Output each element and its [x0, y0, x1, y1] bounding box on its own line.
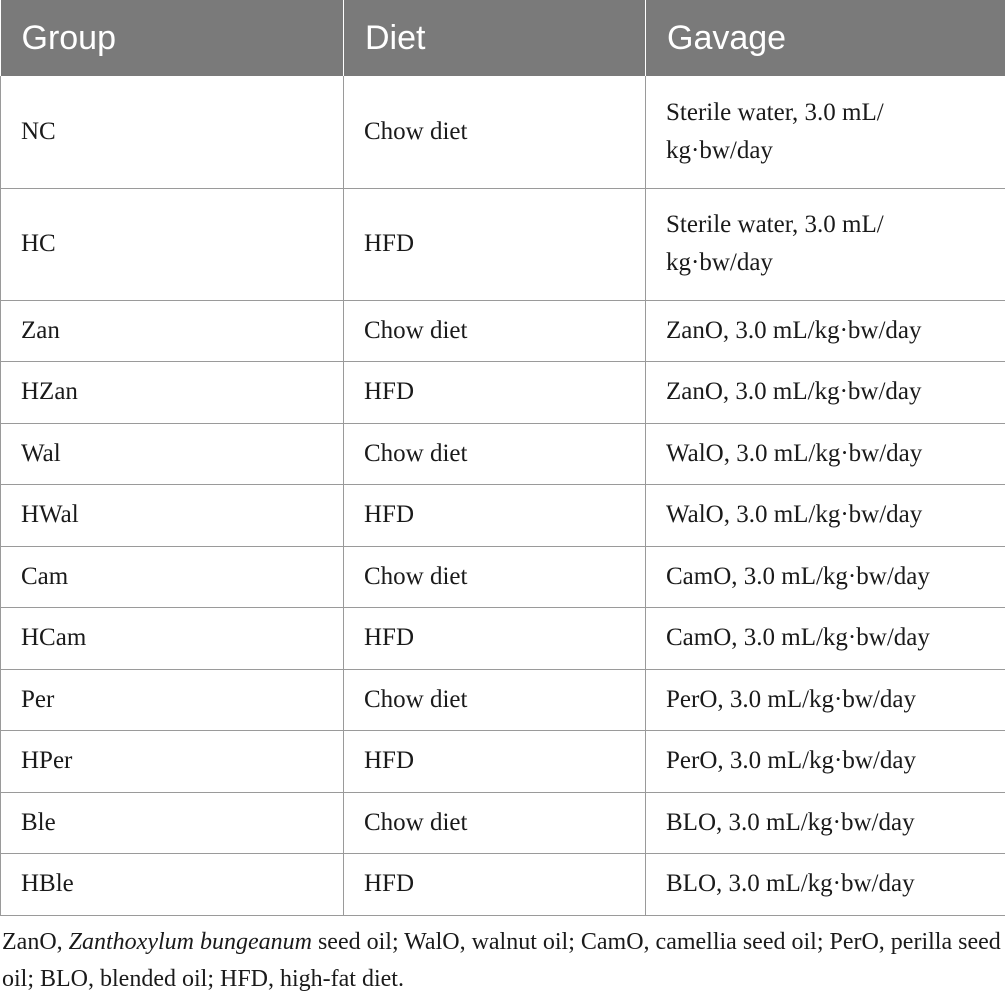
table-row	[1, 300, 1005, 362]
cell-diet: HFD	[344, 854, 646, 916]
cell-gavage: BLO, 3.0 mL/kg·bw/day	[646, 792, 1005, 854]
table-row	[1, 423, 1005, 485]
header-diet: Diet	[344, 0, 646, 76]
cell-gavage: CamO, 3.0 mL/kg·bw/day	[646, 608, 1005, 670]
cell-group: Cam	[1, 546, 344, 608]
table-row	[1, 188, 1005, 300]
cell-group: Per	[1, 669, 344, 731]
table-row	[1, 792, 1005, 854]
cell-diet: Chow diet	[344, 423, 646, 485]
cell-gavage: ZanO, 3.0 mL/kg·bw/day	[646, 362, 1005, 424]
cell-gavage: Sterile water, 3.0 mL/ kg·bw/day	[646, 188, 1005, 300]
cell-diet: Chow diet	[344, 669, 646, 731]
cell-diet: HFD	[344, 485, 646, 547]
cell-group: NC	[1, 76, 344, 188]
cell-gavage: WalO, 3.0 mL/kg·bw/day	[646, 485, 1005, 547]
cell-diet: HFD	[344, 731, 646, 793]
cell-group: Wal	[1, 423, 344, 485]
cell-group: HCam	[1, 608, 344, 670]
cell-group: Ble	[1, 792, 344, 854]
header-gavage: Gavage	[646, 0, 1005, 76]
cell-diet: HFD	[344, 188, 646, 300]
footnote-prefix: ZanO,	[2, 929, 69, 955]
table-footnote	[2, 924, 1002, 998]
table-row	[1, 485, 1005, 547]
footnote-species: Zanthoxylum bungeanum	[68, 929, 312, 955]
table-row	[1, 546, 1005, 608]
header-group: Group	[1, 0, 344, 76]
cell-gavage: PerO, 3.0 mL/kg·bw/day	[646, 731, 1005, 793]
cell-group: HZan	[1, 362, 344, 424]
cell-diet: Chow diet	[344, 792, 646, 854]
cell-diet: HFD	[344, 608, 646, 670]
cell-gavage: BLO, 3.0 mL/kg·bw/day	[646, 854, 1005, 916]
cell-group: HBle	[1, 854, 344, 916]
table-row	[1, 854, 1005, 916]
cell-diet: HFD	[344, 362, 646, 424]
table-row	[1, 76, 1005, 188]
cell-diet: Chow diet	[344, 546, 646, 608]
header-row	[1, 0, 1005, 76]
table-row	[1, 362, 1005, 424]
cell-gavage: PerO, 3.0 mL/kg·bw/day	[646, 669, 1005, 731]
cell-group: HWal	[1, 485, 344, 547]
cell-diet: Chow diet	[344, 76, 646, 188]
cell-gavage: Sterile water, 3.0 mL/ kg·bw/day	[646, 76, 1005, 188]
cell-diet: Chow diet	[344, 300, 646, 362]
cell-group: HC	[1, 188, 344, 300]
cell-group: HPer	[1, 731, 344, 793]
table-row	[1, 669, 1005, 731]
footnote-rest: seed oil; WalO, walnut oil; CamO, camellia seed oil; PerO, perilla seed oil; BLO, blended oil; HFD, high-fat diet.	[2, 929, 1001, 992]
table-row	[1, 608, 1005, 670]
cell-gavage: CamO, 3.0 mL/kg·bw/day	[646, 546, 1005, 608]
table-row	[1, 731, 1005, 793]
cell-group: Zan	[1, 300, 344, 362]
cell-gavage: WalO, 3.0 mL/kg·bw/day	[646, 423, 1005, 485]
cell-gavage: ZanO, 3.0 mL/kg·bw/day	[646, 300, 1005, 362]
